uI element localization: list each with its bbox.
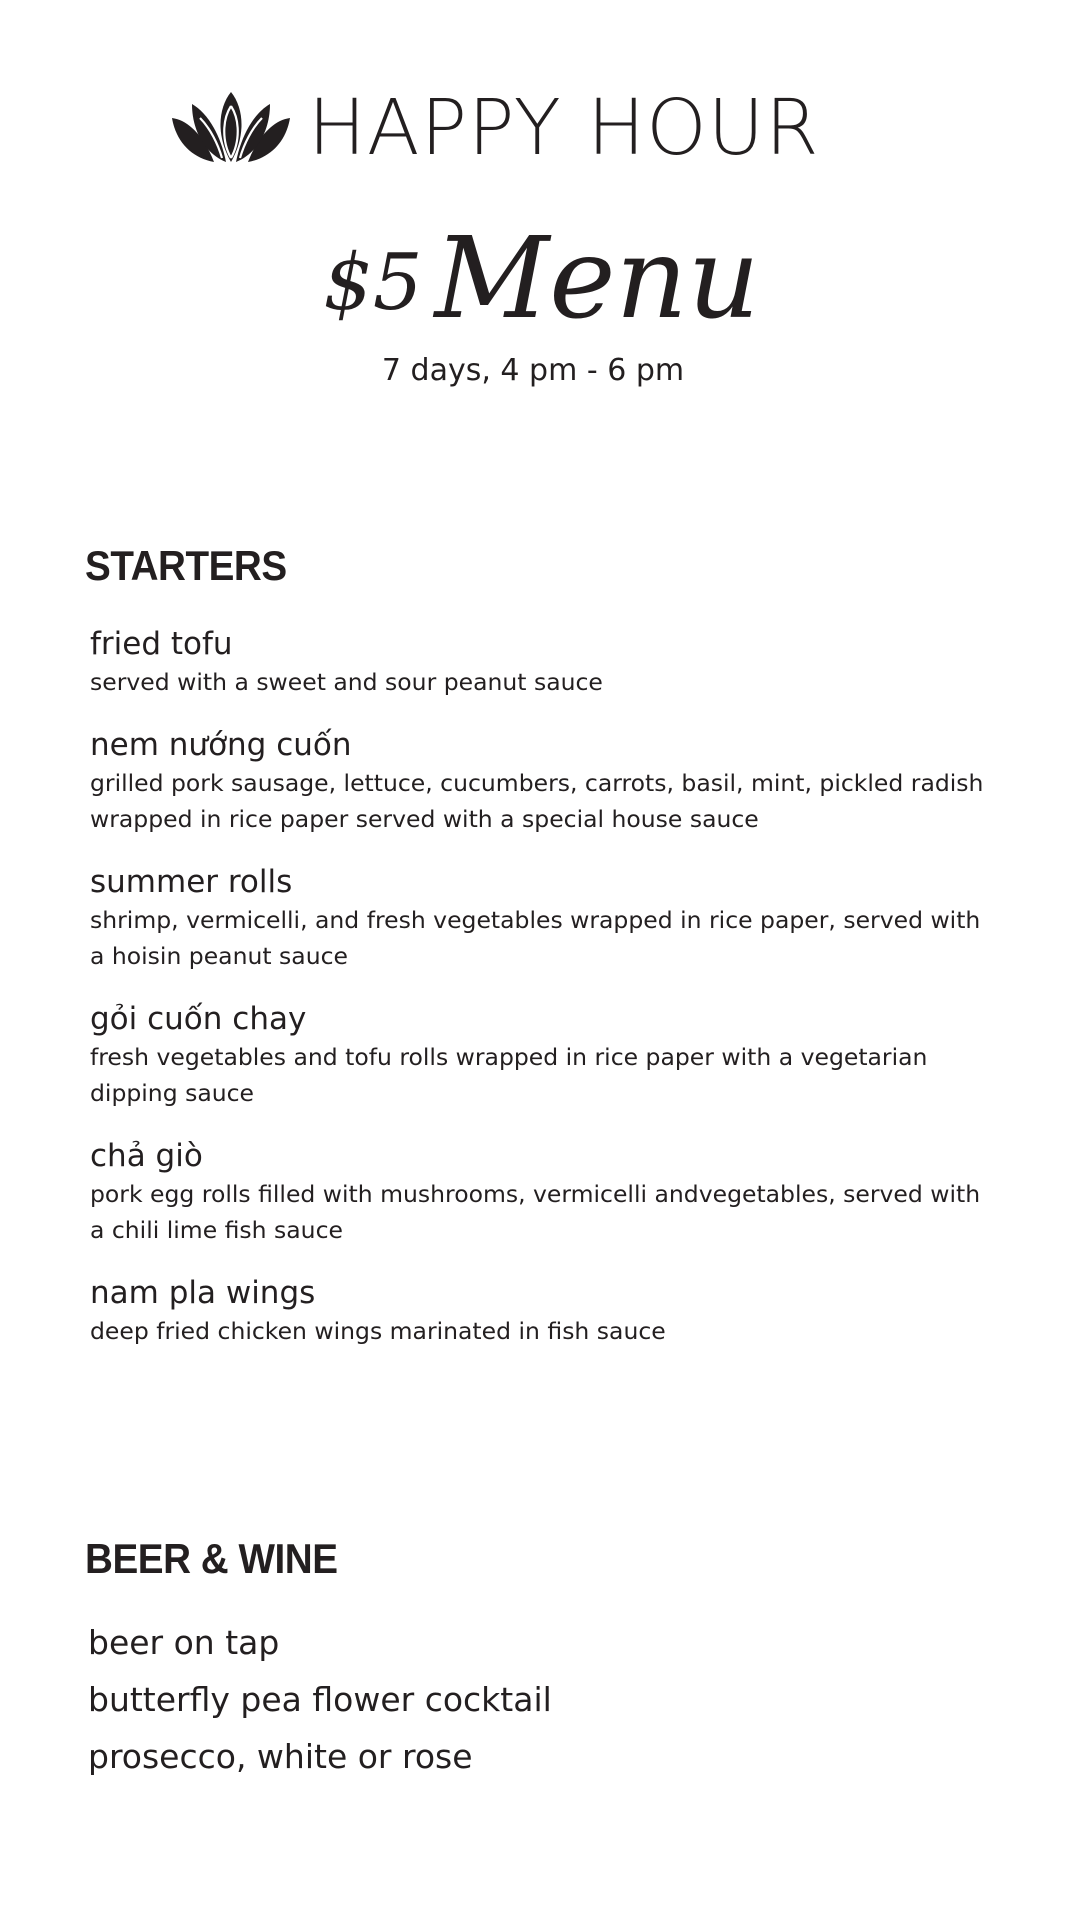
starters-list — [90, 624, 990, 1374]
menu-price: $5 — [323, 238, 423, 328]
menu-item-description: shrimp, vermicelli, and fresh vegetables wrapped in rice paper, served with a hoisin peanut sauce — [90, 906, 981, 970]
menu-item-name: nam pla wings — [90, 1275, 316, 1311]
menu-item — [90, 725, 990, 837]
brand-title: HAPPY HOUR — [308, 83, 820, 173]
drink-item: butterfly pea flower cocktail — [88, 1680, 552, 1719]
lotus-icon — [170, 92, 292, 164]
menu-item-description: served with a sweet and sour peanut sauce — [90, 668, 603, 696]
header — [170, 83, 820, 173]
menu-item-description: grilled pork sausage, lettuce, cucumbers, carrots, basil, mint, pickled radish wrapped in rice paper served with a special house sauce — [90, 769, 984, 833]
menu-title — [0, 214, 1083, 344]
menu-item-name: nem nướng cuốn — [90, 727, 352, 763]
menu-item — [90, 862, 990, 974]
beer-wine-heading: BEER & WINE — [85, 1535, 338, 1582]
menu-item — [90, 624, 990, 700]
beer-wine-list — [88, 1614, 552, 1785]
menu-item — [90, 1136, 990, 1248]
hours-text: 7 days, 4 pm - 6 pm — [381, 353, 685, 388]
menu-item-description: deep fried chicken wings marinated in fish sauce — [90, 1317, 666, 1345]
drink-item: prosecco, white or rose — [88, 1737, 473, 1776]
menu-item-name: gỏi cuốn chay — [90, 1001, 307, 1037]
menu-word: Menu — [434, 214, 760, 344]
menu-item-name: summer rolls — [90, 864, 293, 900]
menu-item — [90, 999, 990, 1111]
menu-item-name: chả giò — [90, 1138, 203, 1174]
menu-item-name: fried tofu — [90, 626, 233, 662]
drink-item: beer on tap — [88, 1623, 280, 1662]
menu-item — [90, 1273, 990, 1349]
menu-item-description: fresh vegetables and tofu rolls wrapped in rice paper with a vegetarian dipping sauce — [90, 1043, 928, 1107]
starters-heading: STARTERS — [85, 542, 287, 589]
menu-item-description: pork egg rolls filled with mushrooms, vermicelli andvegetables, served with a chili lime fish sauce — [90, 1180, 981, 1244]
